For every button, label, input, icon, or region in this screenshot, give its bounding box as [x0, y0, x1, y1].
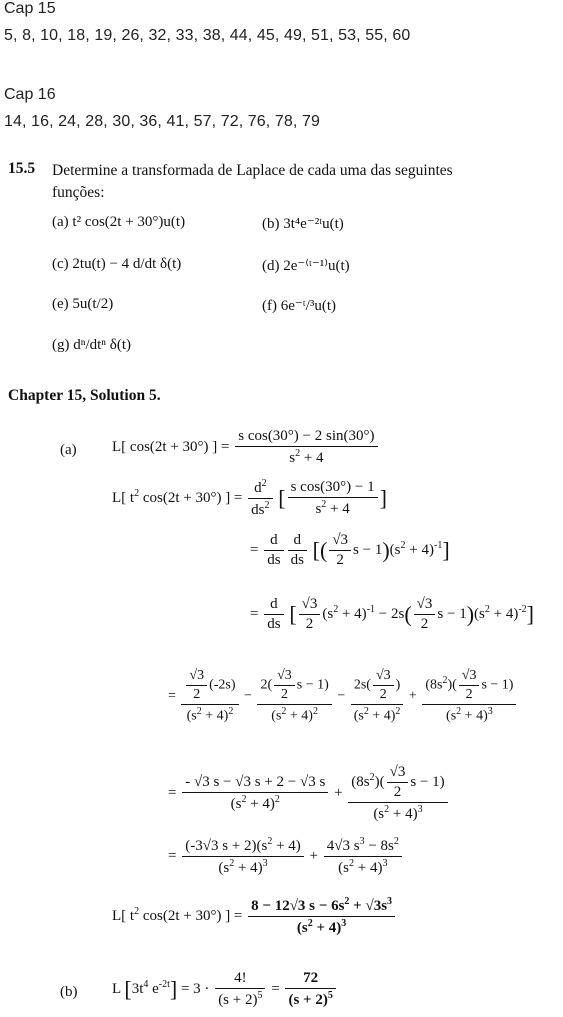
cap16-title: Cap 16: [4, 86, 56, 103]
part-a-label: (a): [60, 442, 77, 458]
eq-a-result: L[ $t^2$ cos(2t + 30°) ] = $\frac{8 - 12√3 s - 6s^2 + √3s^3}{(s^2 + 4)^3}$: [112, 896, 397, 937]
option-d: (d) 2e⁻⁽ᵗ⁻¹⁾u(t): [262, 258, 350, 274]
option-b: (b) 3t⁴e⁻²ᵗu(t): [262, 216, 344, 232]
option-a: (a) t² cos(2t + 30°)u(t): [52, 214, 186, 230]
problem-number: 15.5: [8, 160, 36, 177]
cap15-title: Cap 15: [4, 0, 56, 17]
part-b-label: (b): [60, 984, 78, 1000]
problem-statement: Determine a transformada de Laplace de cada uma das seguintes funções:: [52, 162, 453, 201]
eq-a3: = $\frac{d}{ds}$ $\frac{d}{ds}$ [( $\frac{√3}{2}$ $s - 1)(s^2 + 4)^{-1}$]: [250, 532, 450, 568]
option-c: (c) 2tu(t) − 4 d/dt δ(t): [52, 256, 182, 272]
option-e: (e) 5u(t/2): [52, 296, 114, 312]
cap15-list: 5, 8, 10, 18, 19, 26, 32, 33, 38, 44, 45, 49, 51, 53, 55, 60: [4, 27, 411, 44]
eq-a1: L[ cos(2t + 30°) ] = $\frac{\text{s cos(30°) − 2 sin(30°)}}{s^2 + 4}$: [112, 428, 380, 467]
solution-title: Chapter 15, Solution 5.: [8, 387, 161, 404]
eq-a7: = $\frac{(-3√3 s + 2)(s^2 + 4)}{(s^2 + 4)^3}$ + $\frac{4√3 s^3 - 8s^2}{(s^2 + 4)^3}$: [168, 836, 404, 877]
eq-a2: L[ $t^2$ cos(2t + 30°) ] = $\frac{d^2}{ds^2}$ [ $\frac{\text{s cos(30°) − 1}}{s^2 + 4}$ ]: [112, 478, 387, 518]
eq-a5: = $\frac{√3}{2}$ (-2s) $(s^2 + 4)^2$ − 2( $\frac{√3}{2}$ s − 1) $(s^2 + 4)^2$ − 2s( $\frac{√3}{2}$ ) $(s^2 + 4)^2$ + $(8s^2)$( $\frac{√3}{2}$ s − 1) $(s^2 + 4)^3$: [168, 668, 518, 725]
eq-b1: L [$3t^4$ $e^{-2t}] = 3$ · $\frac{4!}{(s + 2)^5}$ = $\frac{72}{(s + 2)^5}$: [112, 970, 338, 1009]
eq-a6: = $\frac{- √3 s - √3 s + 2 - √3 s}{(s^2 + 4)^2}$ + $(8s^2)$( $\frac{√3}{2}$ s − 1) $(s^2 + 4)^3$: [168, 764, 450, 823]
option-f: (f) 6e⁻ᵗ/³u(t): [262, 298, 337, 314]
option-g: (g) dⁿ/dtⁿ δ(t): [52, 337, 131, 353]
eq-a4: = $\frac{d}{ds}$ [ $\frac{√3}{2}$ $(s^2 + 4)^{-1} - 2s$( $\frac{√3}{2}$ $s - 1)(s^2 + 4)^{-2}$]: [250, 596, 534, 632]
cap16-list: 14, 16, 24, 28, 30, 36, 41, 57, 72, 76, 78, 79: [4, 113, 320, 130]
